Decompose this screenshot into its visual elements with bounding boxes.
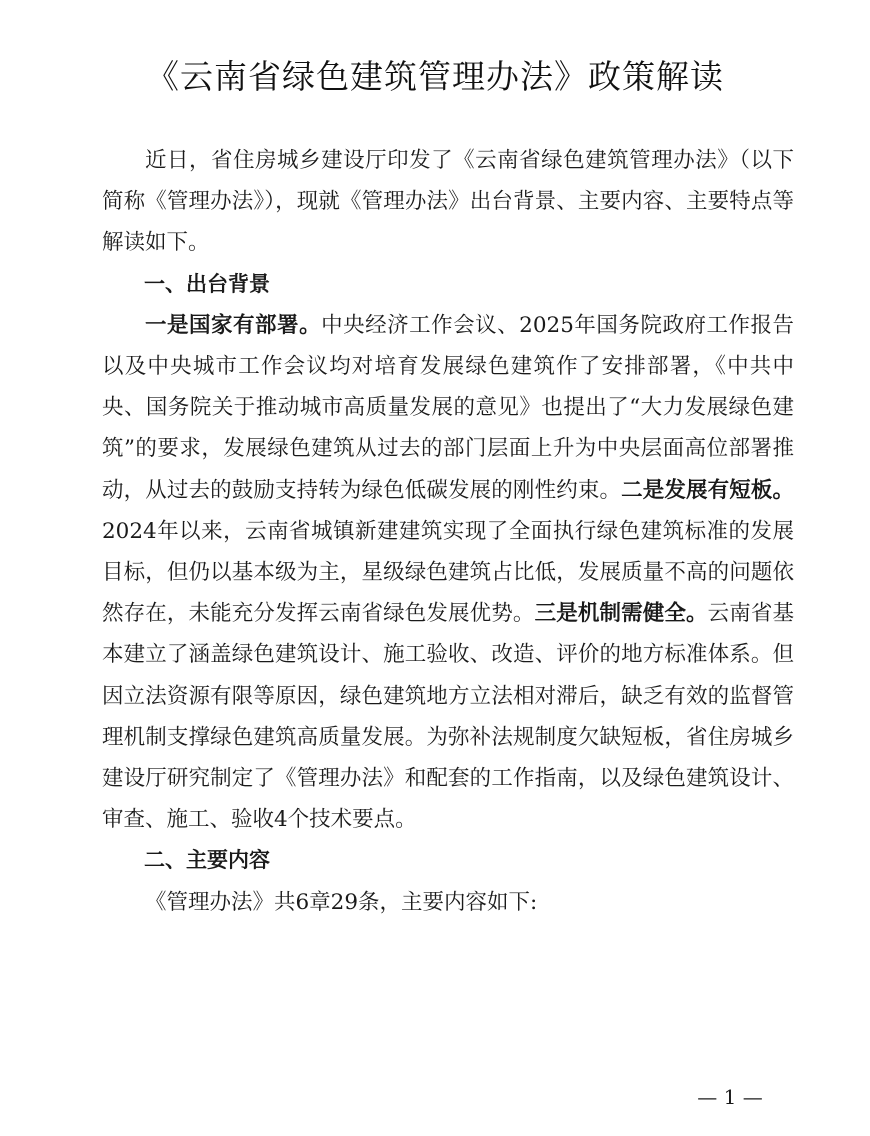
section-heading-main-content: 二、主要内容 [144,848,270,873]
main-content-paragraph: 《管理办法》共6章29条，主要内容如下: [145,889,538,915]
point-development-shortcoming: 二是发展有短板。 [621,477,794,503]
point-mechanism-improvement-text: 云南省基本建立了涵盖绿色建筑设计、施工验收、改造、评价的地方标准体系。但因立法资源有限等原因，绿色建筑地方立法相对滞后，缺乏有效的监督管理机制支撑绿色建筑高质量发展。为弥补法规制度欠缺短板，省住房城乡建设厅研究制定了《管理办法》和配套的工作指南，以及绿色建筑设计、审查、施工、验收4个技术要点。 [102,601,794,833]
point-national-deployment-text: 中央经济工作会议、2025年国务院政府工作报告以及中央城市工作会议均对培育发展绿色建筑作了安排部署，《中共中央、国务院关于推动城市高质量发展的意见》也提出了“大力发展绿色建筑”的要求，发展绿色建筑从过去的部门层面上升为中央层面高位部署推动，从过去的鼓励支持转为绿色低碳发展的刚性约束。 [102,312,794,503]
point-national-deployment: 一是国家有部署。 [145,312,322,338]
page-number: — 1 — [697,1085,763,1109]
document-body [102,140,794,923]
point-development-shortcoming-text: 2024年以来，云南省城镇新建建筑实现了全面执行绿色建筑标准的发展目标，但仍以基本级为主，星级绿色建筑占比低，发展质量不高的问题依然存在，未能充分发挥云南省绿色发展优势。 [102,518,794,627]
point-mechanism-improvement: 三是机制需健全。 [534,601,708,627]
document-title: 《云南省绿色建筑管理办法》政策解读 [146,57,724,96]
section-heading-background: 一、出台背景 [144,271,270,296]
intro-paragraph: 近日，省住房城乡建设厅印发了《云南省绿色建筑管理办法》（以下简称《管理办法》），现就《管理办法》出台背景、主要内容、主要特点等解读如下。 [102,148,794,256]
background-paragraph [102,305,794,841]
